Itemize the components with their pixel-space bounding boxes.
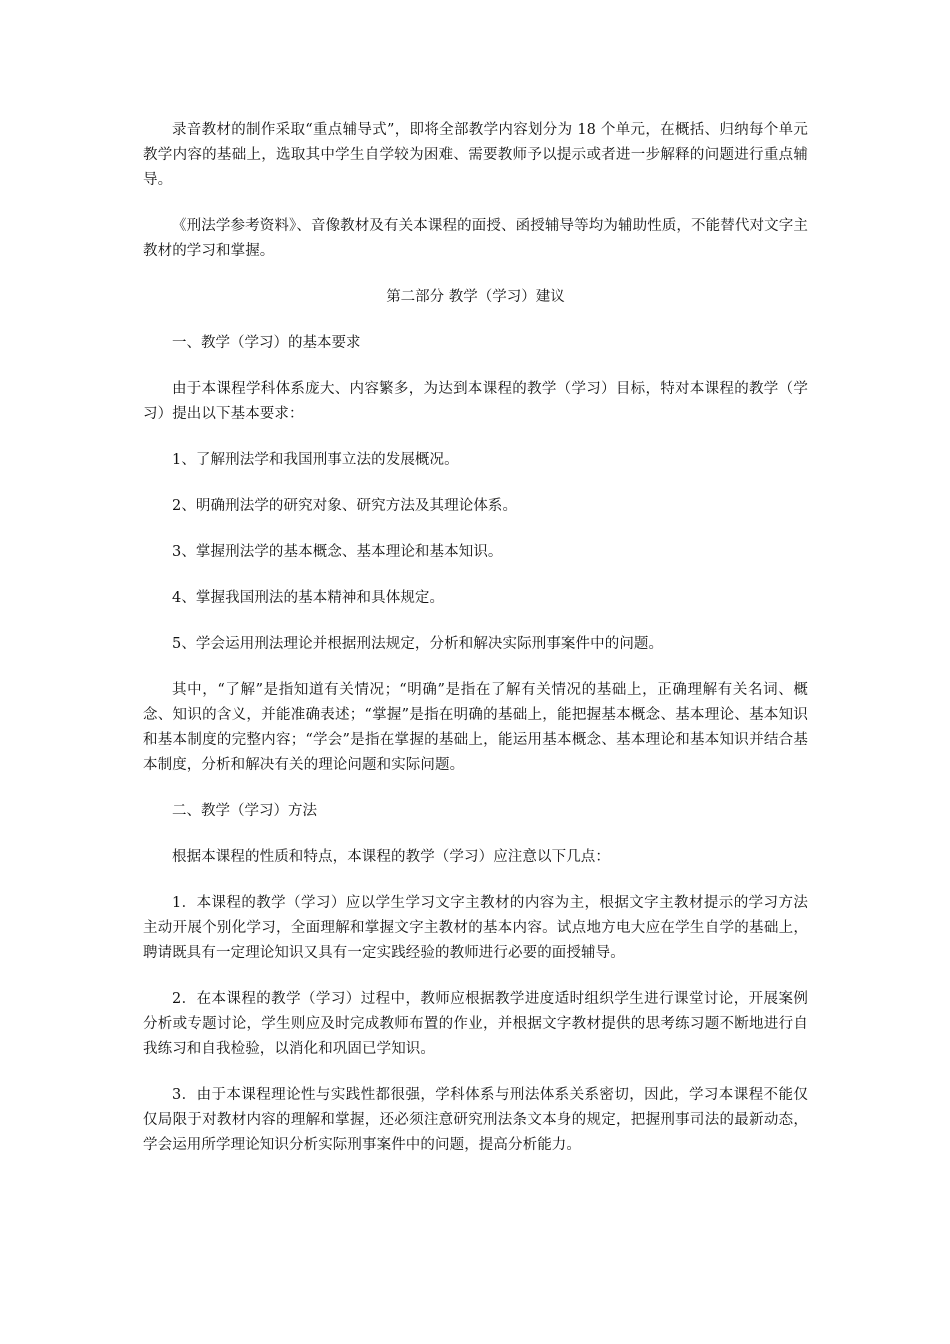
part-title: 第二部分 教学（学习）建议 — [386, 289, 565, 305]
requirement-item: 1、了解刑法学和我国刑事立法的发展概况。 — [172, 452, 459, 468]
requirement-item: 3、掌握刑法学的基本概念、基本理论和基本知识。 — [172, 544, 503, 560]
section1-explanation: 其中，“了解”是指知道有关情况；“明确”是指在了解有关情况的基础上，正确理解有关名词、概念、知识的含义，并能准确表述；“掌握”是指在明确的基础上，能把握基本概念、基本理论、基本知识和基本制度的完整内容；“学会”是指在掌握的基础上，能运用基本概念、基本理论和基本知识并结合基本制度，分析和解决有关的理论问题和实际问题。 — [143, 682, 808, 773]
requirement-item: 5、学会运用刑法理论并根据刑法规定，分析和解决实际刑事案件中的问题。 — [172, 636, 664, 652]
section1-intro: 由于本课程学科体系庞大、内容繁多，为达到本课程的教学（学习）目标，特对本课程的教学（学习）提出以下基本要求： — [143, 381, 808, 422]
section2-title: 二、教学（学习）方法 — [172, 803, 317, 819]
paragraph-supplementary-materials: 《刑法学参考资料》、音像教材及有关本课程的面授、函授辅导等均为辅助性质，不能替代对文字主教材的学习和掌握。 — [143, 218, 808, 259]
document-body — [143, 118, 808, 1179]
method-point: 3．由于本课程理论性与实践性都很强，学科体系与刑法体系关系密切，因此，学习本课程不能仅仅局限于对教材内容的理解和掌握，还必须注意研究刑法条文本身的规定，把握刑事司法的最新动态，学会运用所学理论知识分析实际刑事案件中的问题，提高分析能力。 — [143, 1087, 808, 1153]
section2-intro: 根据本课程的性质和特点，本课程的教学（学习）应注意以下几点： — [172, 849, 610, 865]
section1-title: 一、教学（学习）的基本要求 — [172, 335, 361, 351]
requirement-item: 4、掌握我国刑法的基本精神和具体规定。 — [172, 590, 445, 606]
method-point: 2．在本课程的教学（学习）过程中，教师应根据教学进度适时组织学生进行课堂讨论，开展案例分析或专题讨论，学生则应及时完成教师布置的作业，并根据文字教材提供的思考练习题不断地进行自我练习和自我检验，以消化和巩固已学知识。 — [143, 991, 808, 1057]
method-point: 1．本课程的教学（学习）应以学生学习文字主教材的内容为主，根据文字主教材提示的学习方法主动开展个别化学习，全面理解和掌握文字主教材的基本内容。试点地方电大应在学生自学的基础上，聘请既具有一定理论知识又具有一定实践经验的教师进行必要的面授辅导。 — [143, 895, 808, 961]
requirement-item: 2、明确刑法学的研究对象、研究方法及其理论体系。 — [172, 498, 518, 514]
paragraph-audio-materials: 录音教材的制作采取“重点辅导式”，即将全部教学内容划分为 18 个单元，在概括、归纳每个单元教学内容的基础上，选取其中学生自学较为困难、需要教师予以提示或者进一步解释的问题进行重点辅导。 — [143, 122, 808, 188]
